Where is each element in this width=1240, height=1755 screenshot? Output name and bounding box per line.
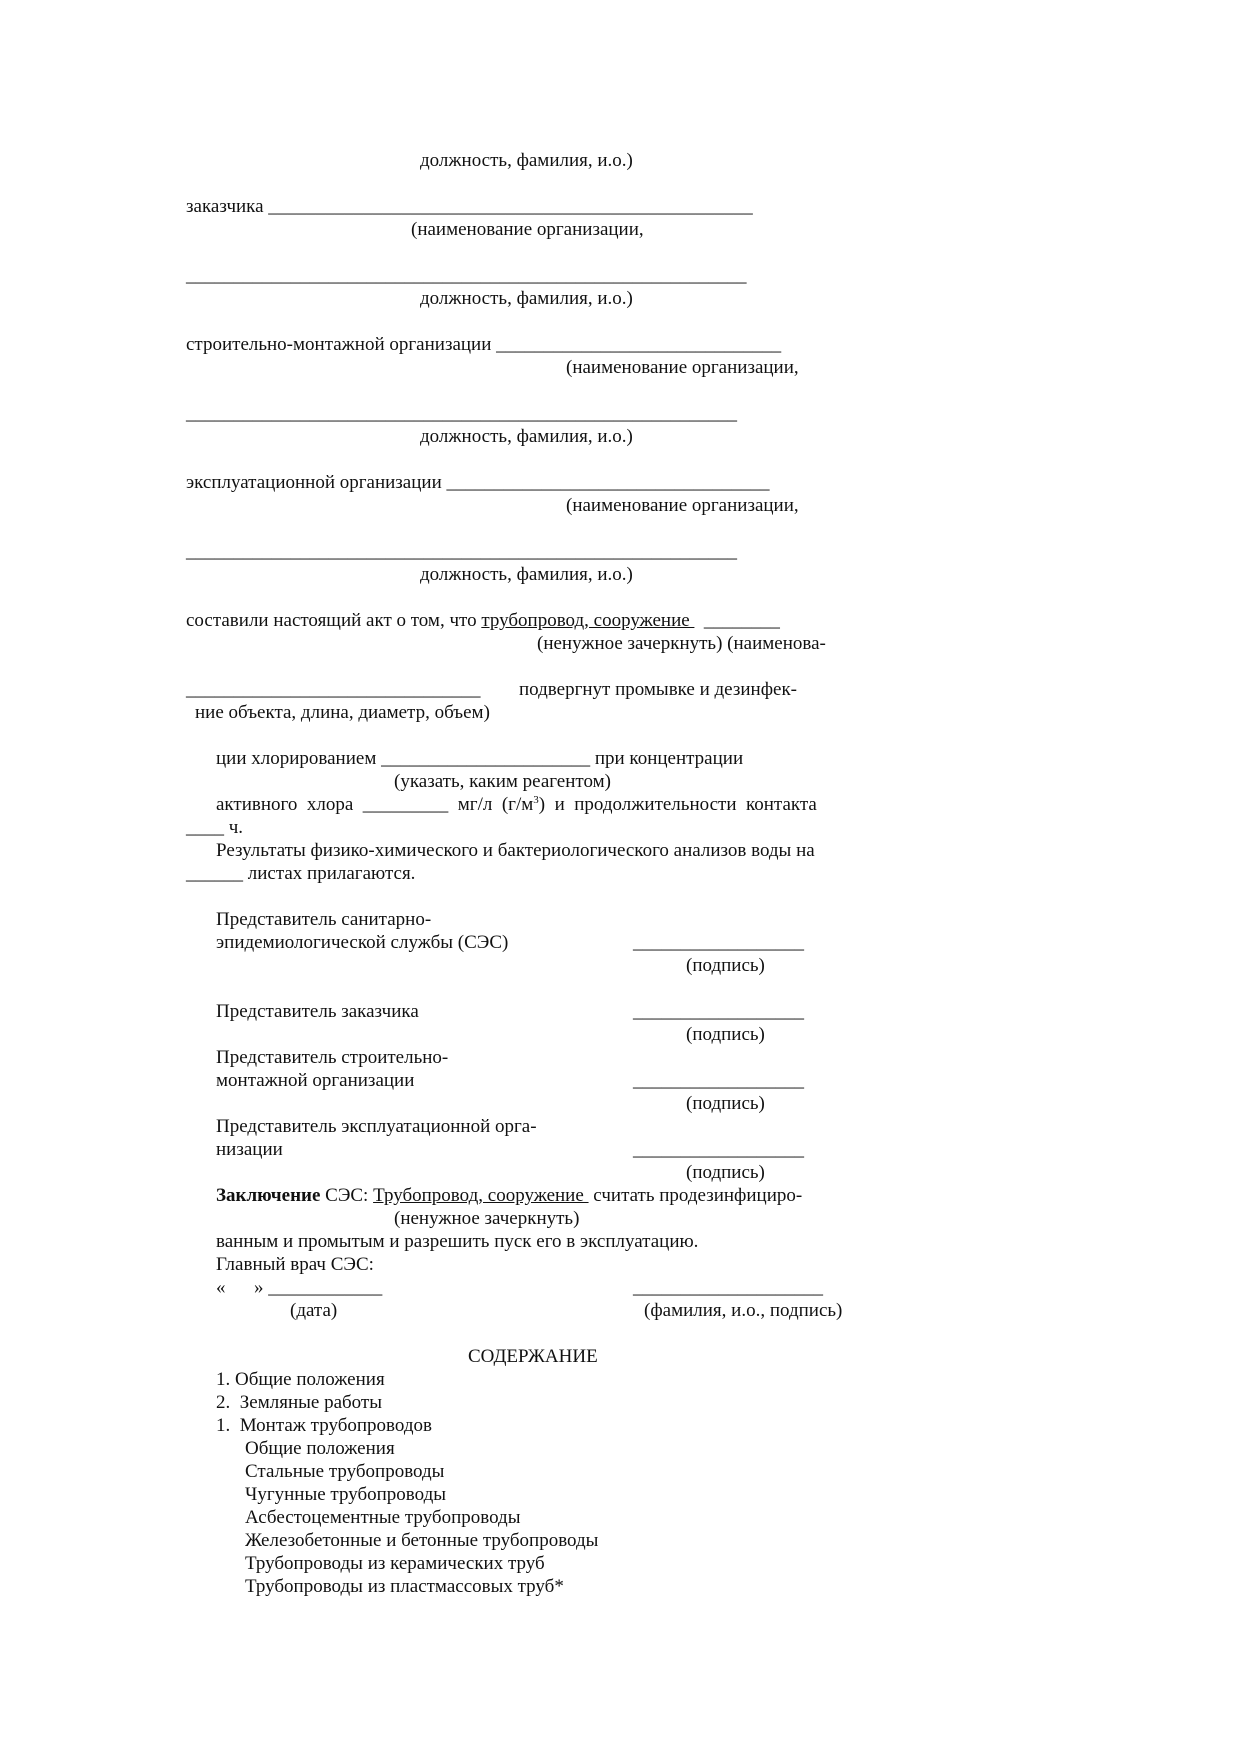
act-line-4-sup: 3: [533, 794, 539, 806]
toc-subitem[interactable]: Асбестоцементные трубопроводы: [245, 1507, 521, 1528]
toc-subitem[interactable]: Трубопроводы из пластмассовых труб*: [245, 1576, 564, 1597]
toc-title: СОДЕРЖАНИЕ: [468, 1346, 598, 1367]
conclusion-text-2: считать продезинфициро-: [588, 1185, 803, 1206]
act-line-5: ____ ч.: [186, 817, 244, 838]
position-caption: должность, фамилия, и.о.): [420, 426, 633, 447]
signature-line: __________________: [633, 932, 804, 953]
org-name-caption: (наименование организации,: [566, 495, 799, 516]
blank-line: __________________________________________________________: [186, 541, 737, 562]
operating-rep-label-1: Представитель эксплуатационной орга-: [216, 1116, 537, 1137]
conclusion-line-2: ванным и промытым и разрешить пуск его в эксплуатацию.: [216, 1231, 699, 1252]
act-line-6: Результаты физико-химического и бактериологического анализов воды на: [216, 840, 815, 861]
act-prefix: составили настоящий акт о том, что: [186, 610, 482, 631]
blank-line: ___________________________________________________________: [186, 265, 747, 286]
signature-caption: (подпись): [686, 1162, 765, 1183]
signature-caption: (подпись): [686, 1093, 765, 1114]
act-caption-1: (ненужное зачеркнуть) (наименова-: [537, 633, 826, 654]
act-line-4-post: ) и продолжительности контакта: [538, 794, 817, 815]
act-caption-3: (указать, каким реагентом): [394, 771, 611, 792]
toc-subitem[interactable]: Железобетонные и бетонные трубопроводы: [245, 1530, 599, 1551]
org-name-caption: (наименование организации,: [411, 219, 644, 240]
date-caption: (дата): [290, 1300, 338, 1321]
toc-subitem[interactable]: Чугунные трубопроводы: [245, 1484, 447, 1505]
act-line-4-pre: активного хлора _________ мг/л (г/м: [216, 794, 534, 815]
customer-rep-label: Представитель заказчика: [216, 1001, 419, 1022]
act-object-underlined: трубопровод, сооружение: [481, 610, 695, 631]
act-line-7: ______ листах прилагаются.: [186, 863, 416, 884]
conclusion-caption: (ненужное зачеркнуть): [394, 1208, 580, 1229]
position-caption: должность, фамилия, и.о.): [420, 288, 633, 309]
org-name-caption: (наименование организации,: [566, 357, 799, 378]
date-line: « » ____________: [216, 1277, 383, 1298]
signature-caption: (подпись): [686, 1024, 765, 1045]
ses-rep-label-2: эпидемиологической службы (СЭС): [216, 932, 509, 953]
signature-caption: (подпись): [686, 955, 765, 976]
act-line-4: [216, 793, 817, 816]
toc-subitem[interactable]: Трубопроводы из керамических труб: [245, 1553, 545, 1574]
ses-rep-label-1: Представитель санитарно-: [216, 909, 432, 930]
act-line-1: [186, 609, 780, 632]
toc-item[interactable]: 2. Земляные работы: [216, 1392, 382, 1413]
chief-signature-line: ____________________: [633, 1277, 823, 1298]
construction-rep-label-1: Представитель строительно-: [216, 1047, 449, 1068]
customer-field: заказчика ___________________________________________________: [186, 196, 753, 217]
act-caption-2: ние объекта, длина, диаметр, объем): [195, 702, 490, 723]
toc-item[interactable]: 1. Общие положения: [216, 1369, 385, 1390]
conclusion-text-1: СЭС:: [320, 1185, 374, 1206]
construction-rep-label-2: монтажной организации: [216, 1070, 415, 1091]
blank-line: __________________________________________________________: [186, 403, 737, 424]
toc-subitem[interactable]: Общие положения: [245, 1438, 395, 1459]
chief-signature-caption: (фамилия, и.о., подпись): [644, 1300, 843, 1321]
act-line-3: ции хлорированием ______________________ при концентрации: [216, 748, 744, 769]
conclusion-line-1: [216, 1184, 802, 1207]
chief-doctor-label: Главный врач СЭС:: [216, 1254, 374, 1275]
signature-line: __________________: [633, 1001, 804, 1022]
signature-line: __________________: [633, 1139, 804, 1160]
operating-rep-label-2: низации: [216, 1139, 283, 1160]
act-line-2-blank: _______________________________: [186, 679, 481, 700]
act-line-2-text: подвергнут промывке и дезинфек-: [519, 679, 797, 700]
conclusion-heading: Заключение: [216, 1185, 321, 1206]
toc-item[interactable]: 1. Монтаж трубопроводов: [216, 1415, 432, 1436]
construction-org-field: строительно-монтажной организации ______________________________: [186, 334, 782, 355]
toc-subitem[interactable]: Стальные трубопроводы: [245, 1461, 445, 1482]
signature-line: __________________: [633, 1070, 804, 1091]
act-object-blank: ________: [694, 610, 780, 631]
operating-org-field: эксплуатационной организации __________________________________: [186, 472, 770, 493]
position-caption: должность, фамилия, и.о.): [420, 564, 633, 585]
conclusion-object-underlined: Трубопровод, сооружение: [373, 1185, 589, 1206]
position-caption: должность, фамилия, и.о.): [420, 150, 633, 171]
